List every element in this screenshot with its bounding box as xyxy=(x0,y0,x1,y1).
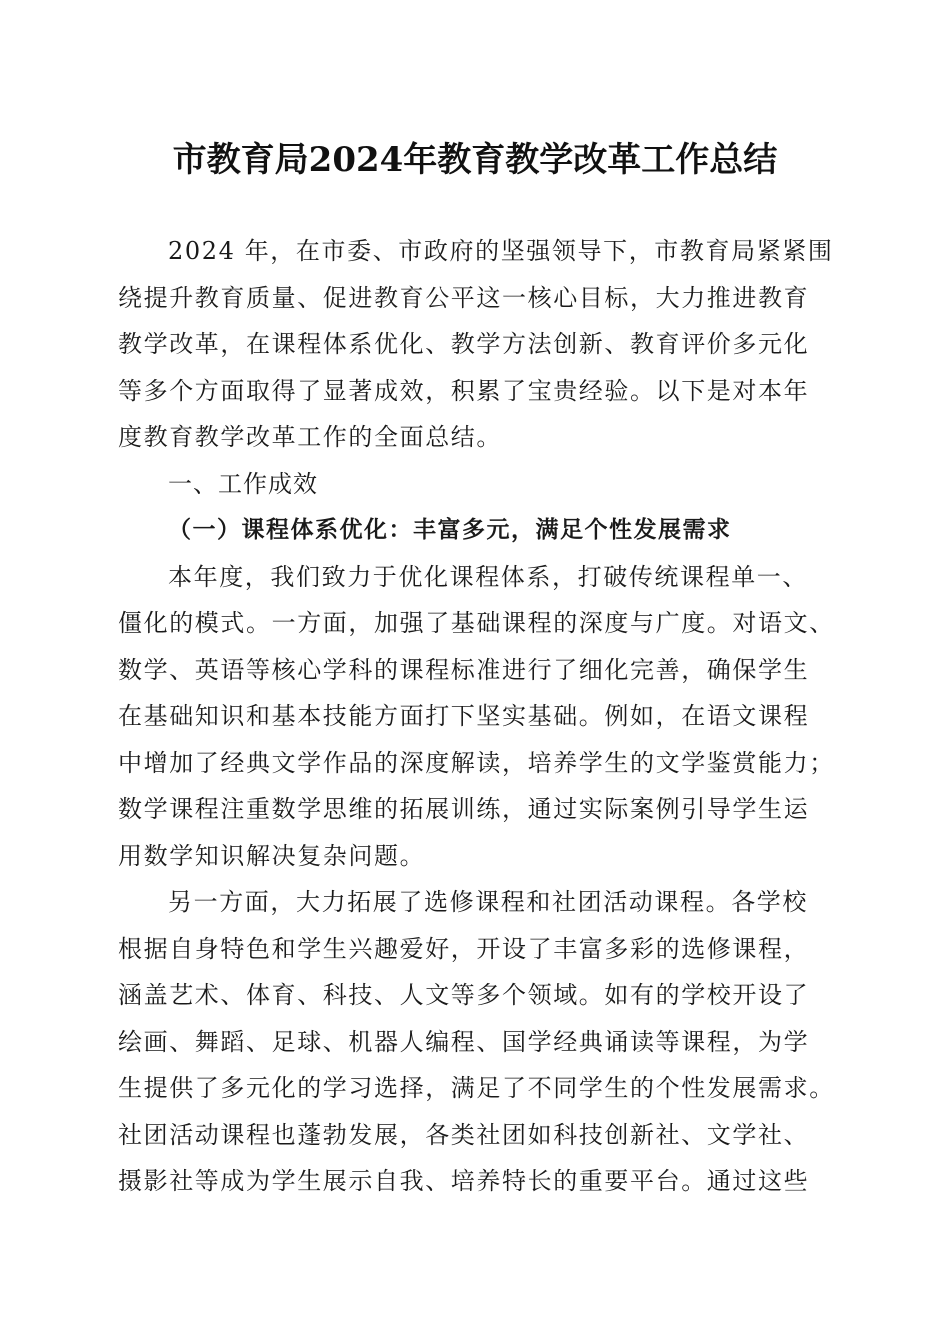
paragraph-line: 本年度，我们致力于优化课程体系，打破传统课程单一、 xyxy=(168,562,808,591)
paragraph-line: 涵盖艺术、体育、科技、人文等多个领域。如有的学校开设了 xyxy=(118,981,810,1009)
intro-line: 教学改革，在课程体系优化、教学方法创新、教育评价多元化 xyxy=(118,330,810,358)
document-title: 市教育局2024年教育教学改革工作总结 xyxy=(172,140,778,180)
section-heading: 一、工作成效 xyxy=(168,469,318,498)
paragraph-line: 僵化的模式。一方面，加强了基础课程的深度与广度。对语文、 xyxy=(118,609,835,637)
intro-line: 2024 年，在市委、市政府的坚强领导下，市教育局紧紧围 xyxy=(168,237,834,265)
paragraph-line: 中增加了经典文学作品的深度解读，培养学生的文学鉴赏能力； xyxy=(118,748,835,777)
paragraph-line: 数学课程注重数学思维的拓展训练，通过实际案例引导学生运 xyxy=(118,795,810,823)
intro-line: 等多个方面取得了显著成效，积累了宝贵经验。以下是对本年 xyxy=(118,376,810,405)
paragraph-line: 在基础知识和基本技能方面打下坚实基础。例如，在语文课程 xyxy=(118,702,810,730)
intro-line: 度教育教学改革工作的全面总结。 xyxy=(118,423,502,451)
paragraph-line: 生提供了多元化的学习选择，满足了不同学生的个性发展需求。 xyxy=(118,1074,835,1102)
paragraph-line: 绘画、舞蹈、足球、机器人编程、国学经典诵读等课程，为学 xyxy=(118,1027,810,1056)
paragraph-line: 根据自身特色和学生兴趣爱好，开设了丰富多彩的选修课程， xyxy=(118,934,810,963)
document-body xyxy=(118,228,838,1205)
paragraph-line: 社团活动课程也蓬勃发展，各类社团如科技创新社、文学社、 xyxy=(118,1120,810,1149)
paragraph-line: 另一方面，大力拓展了选修课程和社团活动课程。各学校 xyxy=(168,888,808,916)
paragraph-line: 数学、英语等核心学科的课程标准进行了细化完善，确保学生 xyxy=(118,655,810,684)
subsection-heading: （一）课程体系优化：丰富多元，满足个性发展需求 xyxy=(168,516,732,543)
paragraph-line: 摄影社等成为学生展示自我、培养特长的重要平台。通过这些 xyxy=(118,1167,810,1195)
intro-line: 绕提升教育质量、促进教育公平这一核心目标，大力推进教育 xyxy=(118,283,810,312)
paragraph-line: 用数学知识解决复杂问题。 xyxy=(118,841,426,870)
